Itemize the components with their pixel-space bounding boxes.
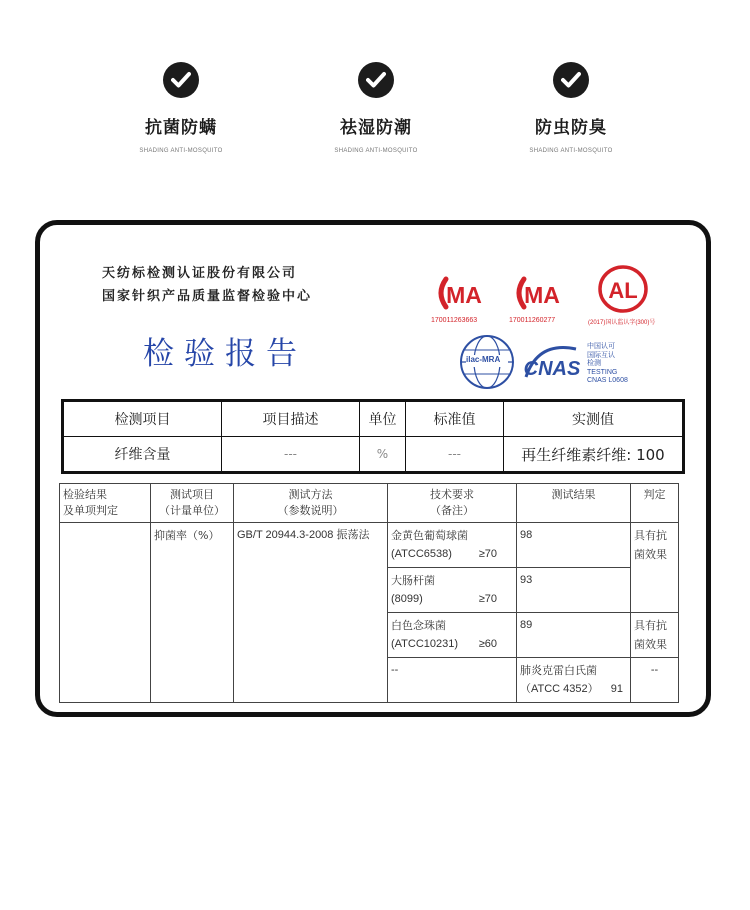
- detail-header-result: [60, 484, 151, 523]
- detail-header-item: [151, 484, 234, 523]
- summary-table: [61, 399, 685, 474]
- cal-seal-icon: [595, 263, 651, 315]
- feature-row: [0, 62, 750, 162]
- header-text: （计量单位）: [159, 504, 225, 517]
- feature-subtitle: SHADING ANTI-MOSQUITO: [529, 148, 613, 154]
- header-text: 测试项目: [170, 488, 214, 501]
- header-text: 及单项判定: [63, 504, 118, 517]
- detail-requirement-cell: [388, 613, 517, 658]
- cma-seal-icon: [432, 273, 492, 313]
- judgement-text: 菌效果: [634, 638, 667, 651]
- summary-header-cell: 标准值: [406, 401, 504, 437]
- cnas-line: 检测: [587, 360, 601, 367]
- cnas-logo-icon: [518, 337, 584, 389]
- detail-requirement-cell: [388, 568, 517, 613]
- summary-cell: 纤维含量: [63, 437, 222, 473]
- feature-anti-mite: [101, 62, 261, 154]
- feature-insect-odor: [491, 62, 651, 154]
- check-circle-icon: [358, 62, 394, 98]
- cal-caption: (2017)国认监认字(300)号: [588, 320, 656, 326]
- check-circle-icon: [553, 62, 589, 98]
- result-code: （ATCC 4352）: [520, 683, 599, 695]
- requirement-code: (8099): [391, 593, 423, 605]
- feature-title: 祛湿防潮: [340, 118, 412, 138]
- requirement-name: 金黄色葡萄球菌: [391, 529, 468, 542]
- summary-header-cell: 单位: [360, 401, 406, 437]
- cma-seal-text: MA: [524, 282, 560, 308]
- detail-judgement-cell: [631, 613, 679, 658]
- requirement-code: (ATCC10231): [391, 638, 459, 650]
- cnas-line: 中国认可: [587, 343, 615, 350]
- judgement-text: 菌效果: [634, 548, 667, 561]
- detail-requirement-cell: [388, 523, 517, 568]
- org-name-line1: 天纺标检测认证股份有限公司: [102, 266, 298, 281]
- cnas-line: TESTING: [587, 368, 618, 376]
- detail-header-row: [60, 484, 679, 523]
- cma-number: 170011263663: [431, 317, 478, 324]
- summary-cell: 再生纤维素纤维: 100: [504, 437, 684, 473]
- detail-result-cell: [517, 658, 631, 703]
- feature-dehumidify: [296, 62, 456, 154]
- detail-header-test-result: 测试结果: [517, 484, 631, 523]
- detail-requirement-cell: --: [388, 658, 517, 703]
- summary-header-cell: 项目描述: [222, 401, 360, 437]
- ilac-mra-label: ilac-MRA: [466, 355, 501, 364]
- detail-header-method: [234, 484, 388, 523]
- detail-method-cell: GB/T 20944.3-2008 振荡法: [234, 523, 388, 703]
- detail-header-judgement: 判定: [631, 484, 679, 523]
- detail-row: [60, 523, 679, 568]
- cma-seal-icon: [510, 273, 570, 313]
- feature-title: 防虫防臭: [535, 118, 607, 138]
- header-text: （备注）: [430, 504, 474, 517]
- report-title: 检验报告: [143, 336, 307, 372]
- result-name: 肺炎克雷白氏菌: [520, 664, 597, 677]
- detail-judgement-cell: [631, 523, 679, 613]
- header-text: （参数说明）: [277, 504, 344, 517]
- detail-judgement-cell: --: [631, 658, 679, 703]
- result-value: 91: [610, 683, 623, 695]
- requirement-name: 白色念珠菌: [391, 619, 446, 632]
- header-text: 技术要求: [430, 488, 474, 501]
- detail-result-cell: 89: [517, 613, 631, 658]
- feature-subtitle: SHADING ANTI-MOSQUITO: [334, 148, 418, 154]
- summary-header-row: [63, 401, 684, 437]
- cma-seal-text: MA: [446, 282, 482, 308]
- detail-result-cell: 93: [517, 568, 631, 613]
- cma-number: 170011260277: [509, 317, 556, 324]
- detail-item-cell: 抑菌率（%）: [151, 523, 234, 703]
- judgement-text: 具有抗: [634, 619, 667, 632]
- requirement-code: (ATCC6538): [391, 548, 452, 560]
- summary-cell: ---: [406, 437, 504, 473]
- cnas-line: CNAS L0608: [587, 377, 628, 384]
- detail-result-cell: 98: [517, 523, 631, 568]
- requirement-value: ≥70: [478, 593, 497, 605]
- cnas-accreditation-text: [587, 343, 628, 386]
- detail-table: [59, 483, 679, 703]
- requirement-value: ≥70: [478, 548, 497, 560]
- header-text: 测试方法: [288, 488, 333, 501]
- inspection-report-card: [35, 220, 711, 717]
- cnas-line: 国际互认: [587, 351, 615, 359]
- judgement-text: 具有抗: [634, 529, 667, 542]
- detail-result-empty-cell: [60, 523, 151, 703]
- requirement-name: 大肠杆菌: [391, 574, 435, 587]
- header-text: 检验结果: [63, 488, 107, 501]
- summary-header-cell: 检测项目: [63, 401, 222, 437]
- check-circle-icon: [163, 62, 199, 98]
- feature-subtitle: SHADING ANTI-MOSQUITO: [139, 148, 223, 154]
- summary-cell: %: [360, 437, 406, 473]
- summary-header-cell: 实测值: [504, 401, 684, 437]
- detail-header-requirement: [388, 484, 517, 523]
- cal-seal-text: AL: [608, 278, 638, 303]
- summary-cell: ---: [222, 437, 360, 473]
- feature-title: 抗菌防螨: [145, 118, 217, 138]
- cnas-logo-text: CNAS: [523, 358, 581, 380]
- summary-data-row: [63, 437, 684, 473]
- requirement-value: ≥60: [478, 638, 497, 650]
- org-name-line2: 国家针织产品质量监督检验中心: [102, 289, 313, 304]
